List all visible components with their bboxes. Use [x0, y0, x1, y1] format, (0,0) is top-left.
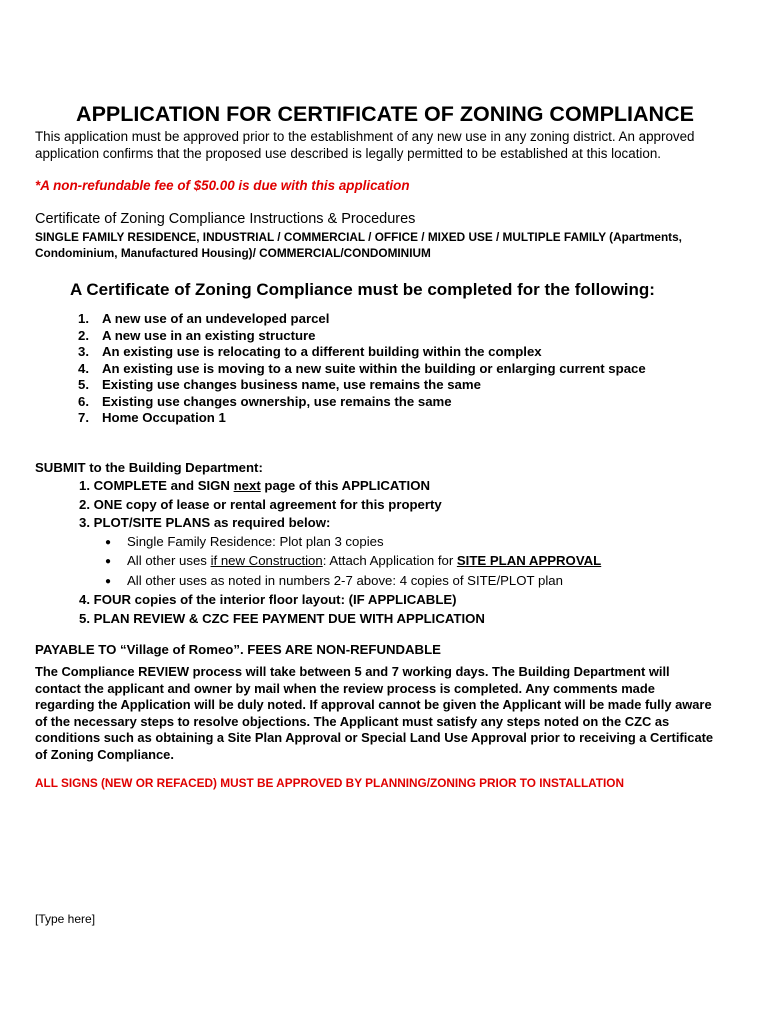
submit-item-5: 5. PLAN REVIEW & CZC FEE PAYMENT DUE WITH APPLICATION [79, 610, 485, 626]
requirements-heading: A Certificate of Zoning Compliance must be completed for the following: [70, 280, 655, 299]
list-number: 4. [78, 360, 89, 376]
submit-item-3: 3. PLOT/SITE PLANS as required below: [79, 515, 331, 530]
submit-heading: SUBMIT to the Building Department: [35, 460, 263, 475]
bullet-text: All other uses [127, 553, 211, 568]
submit-item-1 [79, 477, 601, 496]
intro-paragraph: This application must be approved prior to the establishment of any new use in any zoning district. An approved application confirms that the proposed use described is legally permitted to be established at this location. [35, 129, 695, 161]
bullet-icon: ● [105, 575, 112, 587]
list-text: An existing use is moving to a new suite within the building or enlarging current space [102, 360, 646, 376]
list-number: 1. [78, 311, 89, 326]
list-number: 3. [78, 344, 89, 359]
bullet-item [105, 552, 601, 572]
bullet-text-underlined: if new Construction [210, 553, 323, 568]
list-item [78, 361, 646, 378]
list-item [78, 394, 646, 411]
list-text: Home Occupation 1 [102, 410, 226, 425]
list-item [78, 344, 646, 361]
bullet-text: All other uses as noted in numbers 2-7 above: 4 copies of SITE/PLOT plan [127, 572, 563, 588]
submit-list [79, 477, 601, 628]
list-number: 7. [78, 410, 89, 425]
bullet-text-emphasis: SITE PLAN APPROVAL [456, 553, 602, 568]
list-text: A new use of an undeveloped parcel [102, 311, 330, 326]
bullet-item [105, 533, 601, 553]
page-title: APPLICATION FOR CERTIFICATE OF ZONING COMPLIANCE [76, 102, 694, 126]
payable-notice: PAYABLE TO “Village of Romeo”. FEES ARE NON-REFUNDABLE [35, 642, 441, 657]
list-text: Existing use changes ownership, use remains the same [102, 393, 452, 409]
signs-notice: ALL SIGNS (NEW OR REFACED) MUST BE APPROVED BY PLANNING/ZONING PRIOR TO INSTALLATION [35, 776, 624, 790]
submit-item-4: 4. FOUR copies of the interior floor layout: (IF APPLICABLE) [79, 592, 457, 607]
list-text: Existing use changes business name, use remains the same [102, 377, 481, 392]
list-item [78, 377, 646, 394]
review-paragraph: The Compliance REVIEW process will take between 5 and 7 working days. The Building Department will contact the applicant and owner by mail when the review process is completed. Any comments made regarding the Application will be duly noted. If approval cannot be given the Applicant will be made fully aware of the necessary steps to resolve objections. The Applicant must satisfy any steps noted on the CZC as conditions such as obtaining a Site Plan Approval or Special Land Use Approval prior to receiving a Certificate of Zoning Compliance. [35, 664, 714, 762]
list-number: 5. [78, 377, 89, 392]
list-number: 2. [78, 327, 89, 343]
bullet-text: : Attach Application for [322, 553, 457, 568]
footer-placeholder[interactable]: [Type here] [35, 912, 96, 926]
instructions-heading: Certificate of Zoning Compliance Instructions & Procedures [35, 211, 416, 227]
submit-item-text: page of this APPLICATION [260, 478, 430, 493]
submit-item-2: 2. ONE copy of lease or rental agreement for this property [79, 496, 442, 512]
list-text: An existing use is relocating to a different building within the complex [102, 344, 542, 359]
list-number: 6. [78, 393, 89, 409]
list-item [78, 410, 646, 427]
list-item [78, 328, 646, 345]
plot-plan-bullets [105, 533, 601, 592]
bullet-text: Single Family Residence: Plot plan 3 copies [127, 533, 384, 549]
submit-item-underlined: next [233, 478, 261, 493]
bullet-item [105, 572, 601, 592]
uses-list [78, 311, 646, 427]
list-item [78, 311, 646, 328]
fee-notice: *A non-refundable fee of $50.00 is due with this application [35, 178, 410, 193]
bullet-icon: ● [105, 556, 112, 567]
submit-item-text: 1. COMPLETE and SIGN [79, 478, 234, 493]
bullet-icon: ● [105, 536, 112, 548]
list-text: A new use in an existing structure [102, 327, 316, 343]
applicable-types: SINGLE FAMILY RESIDENCE, INDUSTRIAL / COMMERCIAL / OFFICE / MIXED USE / MULTIPLE FAMILY (Apartments, Condominium, Manufactured Housing)/ COMMERCIAL/CONDOMINIUM [35, 230, 682, 260]
